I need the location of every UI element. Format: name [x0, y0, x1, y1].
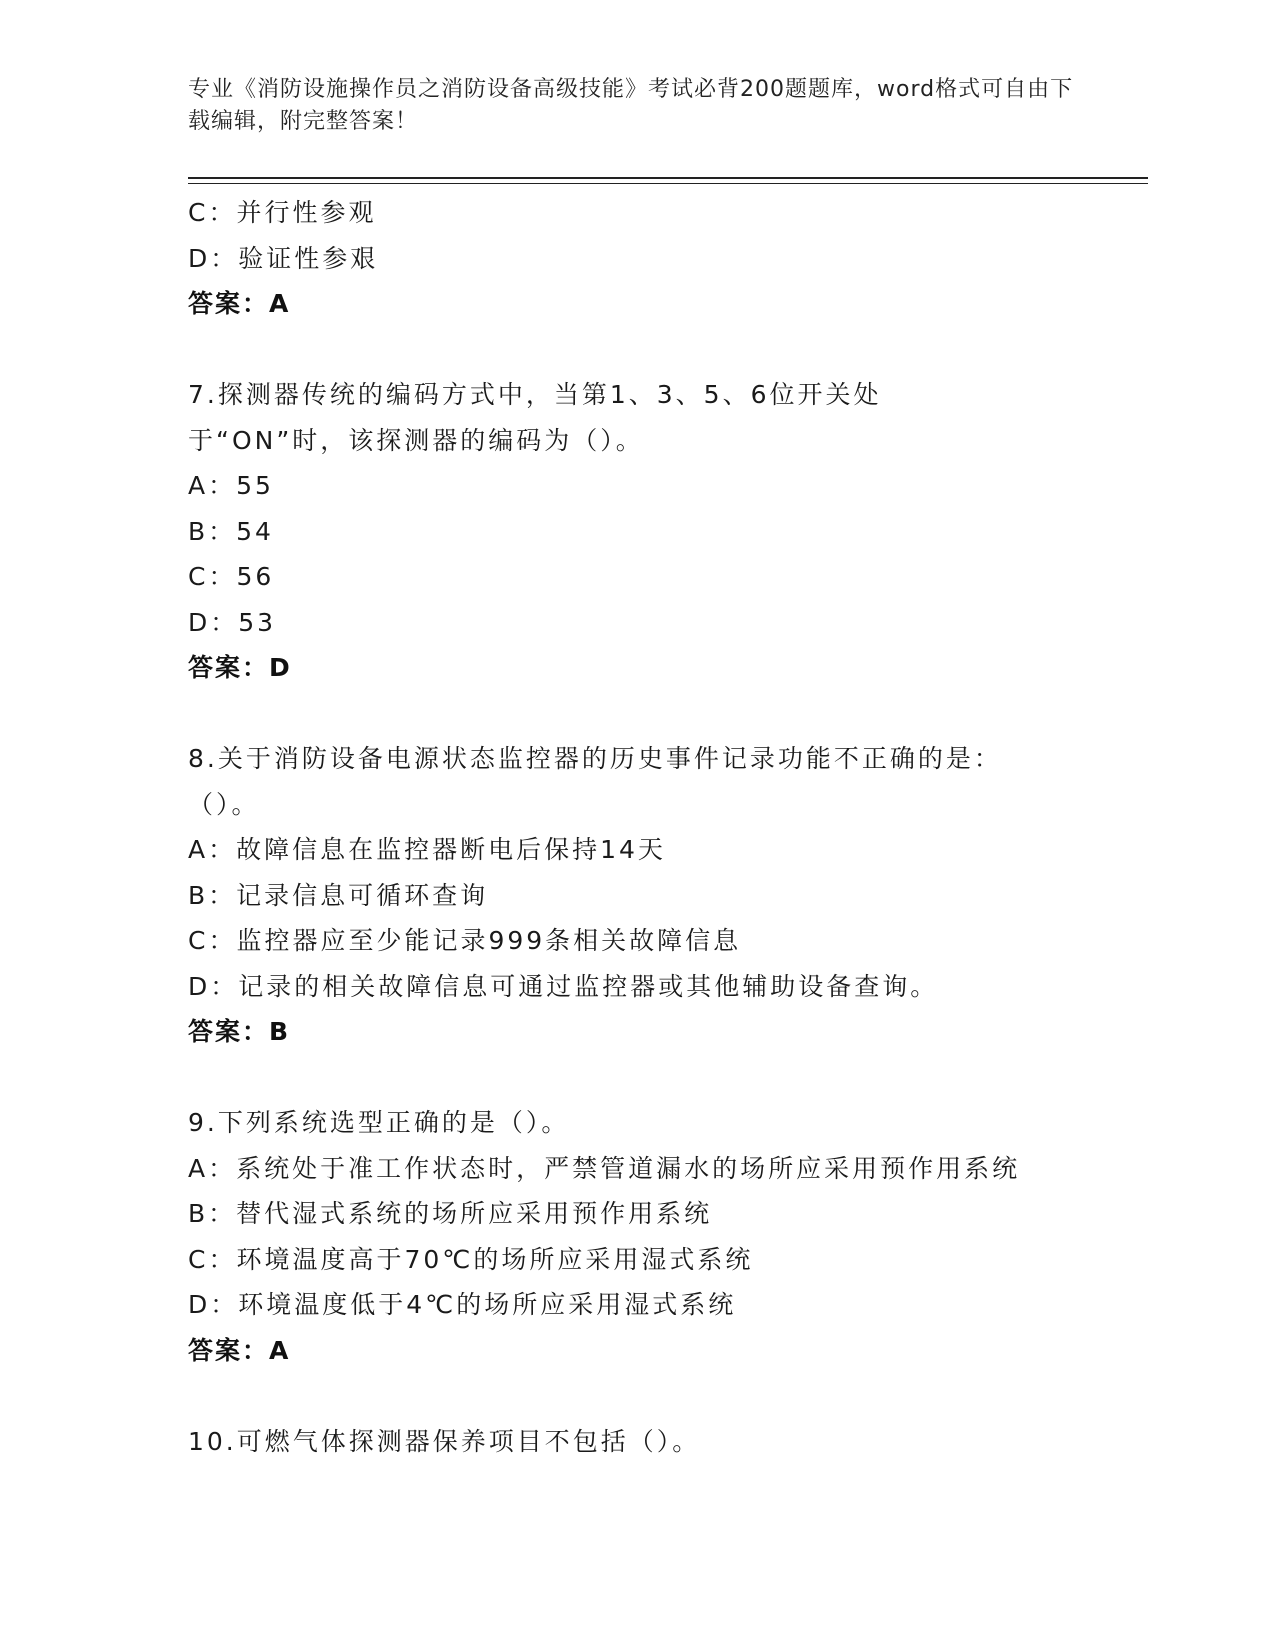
- option-b: B：记录信息可循环查询: [188, 880, 489, 910]
- option-a: A：故障信息在监控器断电后保持14天: [188, 835, 666, 864]
- header-divider-thin: [188, 183, 1148, 184]
- option-d: D：验证性参艰: [188, 243, 379, 273]
- option-c: C：并行性参观: [188, 198, 377, 227]
- option-a: A：55: [188, 471, 274, 500]
- question-10: [188, 1419, 1088, 1465]
- document-header: 专业《消防设施操作员之消防设备高级技能》考试必背200题题库，word格式可自由下载编辑，附完整答案！: [188, 77, 1074, 134]
- option-c: C：56: [188, 562, 275, 591]
- option-d: D：记录的相关故障信息可通过监控器或其他辅助设备查询。: [188, 971, 939, 1001]
- answer-label: 答案：D: [188, 653, 292, 682]
- question-stem: 10.可燃气体探测器保养项目不包括（）。: [188, 1426, 701, 1456]
- header-divider-thick: [188, 177, 1148, 179]
- spacer: [188, 327, 1088, 373]
- option-b: B：54: [188, 516, 274, 546]
- question-stem: 9.下列系统选型正确的是（）。: [188, 1108, 570, 1137]
- spacer: [188, 1055, 1088, 1101]
- answer-label: 答案：A: [188, 1335, 291, 1365]
- document-body: [188, 190, 1088, 1464]
- answer-label: 答案：A: [188, 289, 291, 318]
- spacer: [188, 1373, 1088, 1419]
- answer-label: 答案：B: [188, 1017, 291, 1046]
- question-8: [188, 736, 1088, 1055]
- option-a: A：系统处于准工作状态时，严禁管道漏水的场所应采用预作用系统: [188, 1153, 1021, 1183]
- option-d: D：53: [188, 607, 277, 637]
- question-9: [188, 1100, 1088, 1373]
- question-7: [188, 372, 1088, 691]
- spacer: [188, 691, 1088, 737]
- option-c: C：环境温度高于70℃的场所应采用湿式系统: [188, 1244, 754, 1274]
- question-stem: 8.关于消防设备电源状态监控器的历史事件记录功能不正确的是：（）。: [188, 744, 1002, 819]
- option-b: B：替代湿式系统的场所应采用预作用系统: [188, 1199, 713, 1228]
- option-d: D：环境温度低于4℃的场所应采用湿式系统: [188, 1290, 737, 1319]
- question-6-continuation: [188, 190, 1088, 327]
- option-c: C：监控器应至少能记录999条相关故障信息: [188, 926, 742, 955]
- question-stem: 7.探测器传统的编码方式中，当第1、3、5、6位开关处于“ON”时，该探测器的编码为（）。: [188, 380, 882, 455]
